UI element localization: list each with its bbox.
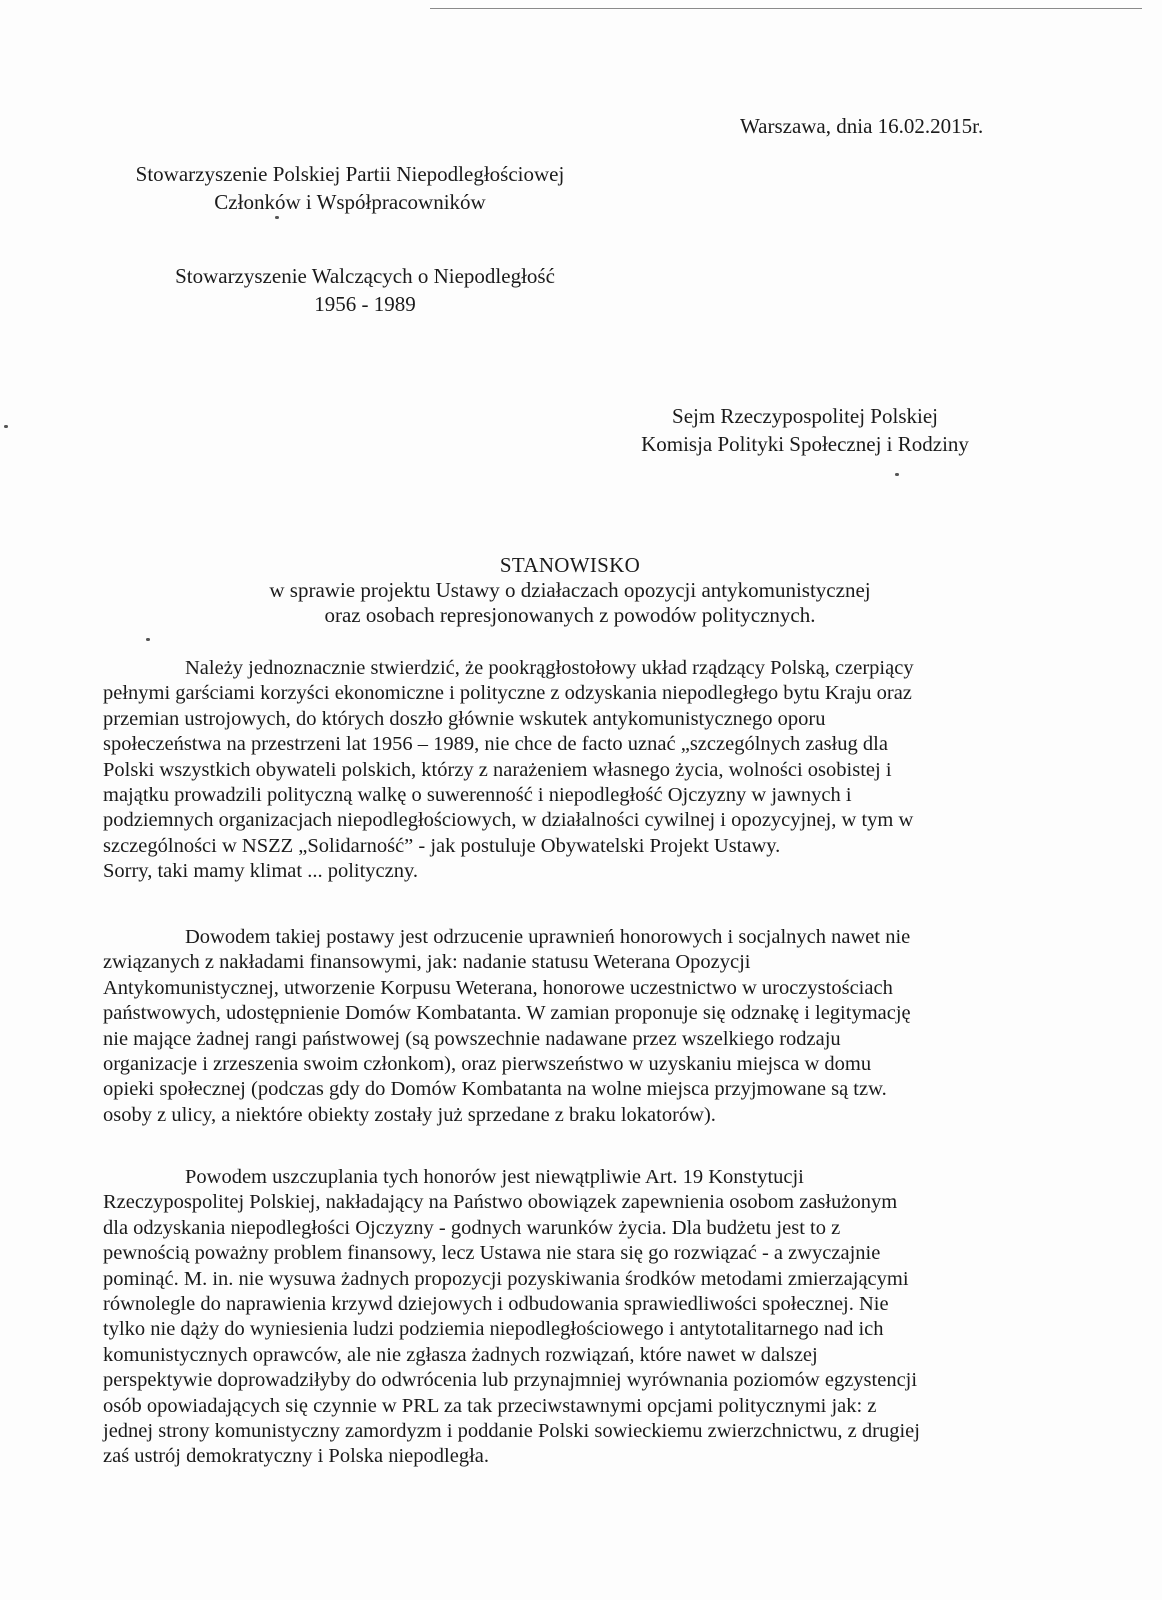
scan-speck	[895, 473, 899, 476]
paragraph-line: Powodem uszczuplania tych honorów jest niewątpliwie Art. 19 Konstytucji	[185, 1166, 804, 1188]
paragraph-line: opieki społecznej (podczas gdy do Domów Kombatanta na wolne miejsca przyjmowane są tzw.	[103, 1078, 887, 1101]
sender-organization-2-line-2: 1956 - 1989	[314, 292, 416, 316]
title-block	[220, 553, 920, 628]
sender-organization-1-line-2: Członków i Współpracowników	[214, 190, 486, 214]
paragraph-line: osób opowiadających się czynnie w PRL za tak przeciwstawnymi opcjami politycznymi jak: z	[103, 1394, 877, 1417]
paragraph-line: Należy jednoznacznie stwierdzić, że pookrągłostołowy układ rządzący Polską, czerpiący	[185, 657, 914, 679]
paragraph-line: Polski wszystkich obywateli polskich, którzy z narażeniem własnego życia, wolności osobistej i	[103, 758, 892, 781]
paragraph-line: pełnymi garściami korzyści ekonomiczne i polityczne z odzyskania niepodległego bytu Kraju oraz	[103, 682, 912, 705]
sender-organization-1-line-1: Stowarzyszenie Polskiej Partii Niepodległościowej	[135, 162, 565, 186]
document-date: Warszawa, dnia 16.02.2015r.	[740, 114, 984, 138]
paragraph-line: Antykomunistycznej, utworzenie Korpusu Weterana, honorowe uczestnictwo w uroczystościach	[103, 976, 893, 999]
document-heading: STANOWISKO	[499, 553, 641, 577]
paragraph-line: pewnością poważny problem finansowy, lecz Ustawa nie stara się go rozwiązać - a zwyczajnie	[103, 1242, 881, 1265]
title-line-2: oraz osobach represjonowanych z powodów politycznych.	[324, 603, 816, 627]
paragraph-line: perspektywie doprowadziłyby do odwrócenia lub przynajmniej wyrównania poziomów egzystencji	[103, 1369, 918, 1392]
sender-organization-2	[130, 262, 600, 318]
paragraph-line: osoby z ulicy, a niektóre obiekty zostały już sprzedane z braku lokatorów).	[103, 1103, 716, 1126]
sender-organization-2-line-1: Stowarzyszenie Walczących o Niepodległość	[175, 264, 555, 288]
scan-speck	[146, 638, 150, 641]
paragraph-line: przemian ustrojowych, do których doszło głównie wskutek antykomunistycznego oporu	[103, 707, 826, 730]
paragraph-line: organizacje i zrzeszenia swoim członkom), oraz pierwszeństwo w uzyskaniu miejsca w domu	[103, 1053, 872, 1076]
paragraph-line: majątku prowadzili polityczną walkę o suwerenność i niepodległość Ojczyzny w jawnych i	[103, 784, 852, 807]
paragraph-line: Rzeczypospolitej Polskiej, nakładający na Państwo obowiązek zapewnienia osobom zasłużonym	[103, 1191, 898, 1214]
paragraph-line: jednej strony komunistyczny zamordyzm i poddanie Polski sowieckiemu zwierzchnictwu, z drugiej	[103, 1420, 920, 1443]
paragraph-line: nie mające żadnej rangi państwowej (są powszechnie nadawane przez wszelkiego rodzaju	[103, 1027, 841, 1050]
sender-organization-1	[100, 160, 600, 216]
paragraph-line: pominąć. M. in. nie wysuwa żadnych propozycji pozyskiwania środków metodami zmierzającymi	[103, 1267, 909, 1290]
paragraph-line: podziemnych organizacjach niepodległościowych, w działalności cywilnej i opozycyjnej, w tym w	[103, 809, 914, 832]
paragraph-line: zaś ustrój demokratyczny i Polska niepodległa.	[103, 1445, 489, 1468]
recipient-line-1: Sejm Rzeczypospolitej Polskiej	[672, 404, 938, 428]
paragraph-line: związanych z nakładami finansowymi, jak: nadanie statusu Weterana Opozycji	[103, 951, 751, 974]
paragraph-line: komunistycznych oprawców, ale nie zgłasza żadnych rozwiązań, które nawet w dalszej	[103, 1343, 818, 1366]
paragraph-line: równolegle do naprawienia krzywd dziejowych i odbudowania sprawiedliwości społecznej. Nie	[103, 1293, 889, 1316]
recipient-block	[600, 402, 1010, 458]
top-rule	[430, 8, 1142, 9]
paragraph-line: tylko nie dąży do wyniesienia ludzi podziemia niepodległościowego i antytotalitarnego nad ich	[103, 1318, 884, 1341]
paragraph-line: szczególności w NSZZ „Solidarność” - jak postuluje Obywatelski Projekt Ustawy.	[103, 834, 781, 857]
scan-speck	[4, 425, 8, 428]
paragraph-line: dla odzyskania niepodległości Ojczyzny - godnych warunków życia. Dla budżetu jest to z	[103, 1216, 841, 1239]
paragraph-line: Dowodem takiej postawy jest odrzucenie uprawnień honorowych i socjalnych nawet nie	[185, 926, 911, 948]
paragraph-line: społeczeństwa na przestrzeni lat 1956 – 1989, nie chce de facto uznać „szczególnych zasług dla	[103, 733, 888, 756]
title-line-1: w sprawie projektu Ustawy o działaczach opozycji antykomunistycznej	[269, 578, 871, 602]
body-paragraph-1	[103, 656, 1003, 885]
paragraph-line: państwowych, udostępnienie Domów Kombatanta. W zamian proponuje się odznakę i legitymację	[103, 1002, 911, 1025]
body-paragraph-3	[103, 1165, 1003, 1470]
paragraph-line: Sorry, taki mamy klimat ... polityczny.	[103, 860, 419, 883]
scan-speck	[275, 216, 279, 219]
body-paragraph-2	[103, 925, 1003, 1128]
recipient-line-2: Komisja Polityki Społecznej i Rodziny	[641, 432, 969, 456]
